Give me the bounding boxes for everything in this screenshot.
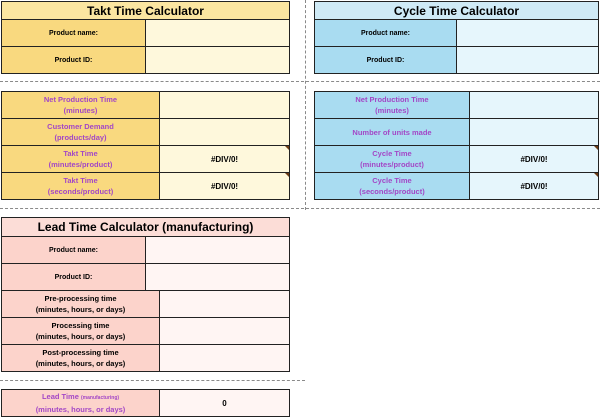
lead-product-id-label: Product ID: xyxy=(2,264,146,291)
takt-time-minutes-label: Takt Time (minutes/product) xyxy=(2,146,160,173)
cycle-time-seconds-value: #DIV/0! xyxy=(470,173,599,200)
cycle-time-minutes-value: #DIV/0! xyxy=(470,146,599,173)
lead-time-value: 0 xyxy=(160,390,290,417)
lead-panel xyxy=(1,217,290,371)
lead-time-label: Lead Time (manufacturing) (minutes, hours, or days) xyxy=(2,390,160,417)
cycle-title: Cycle Time Calculator xyxy=(315,2,599,20)
takt-product-id-input[interactable] xyxy=(146,47,290,74)
cycle-time-seconds-label: Cycle Time (seconds/product) xyxy=(315,173,470,200)
takt-calc-panel xyxy=(1,91,290,199)
lead-pre-processing-input[interactable] xyxy=(160,291,290,318)
cycle-product-name-input[interactable] xyxy=(457,20,599,47)
lead-processing-input[interactable] xyxy=(160,318,290,345)
takt-product-id-label: Product ID: xyxy=(2,47,146,74)
lead-post-processing-label: Post-processing time (minutes, hours, or days) xyxy=(2,345,160,372)
cycle-product-id-input[interactable] xyxy=(457,47,599,74)
takt-time-seconds-label: Takt Time (seconds/product) xyxy=(2,173,160,200)
cycle-product-name-label: Product name: xyxy=(315,20,457,47)
lead-title: Lead Time Calculator (manufacturing) xyxy=(2,218,290,237)
cycle-net-production-label: Net Production Time (minutes) xyxy=(315,92,470,119)
lead-result-panel xyxy=(1,389,290,416)
lead-pre-processing-label: Pre-processing time (minutes, hours, or days) xyxy=(2,291,160,318)
separator-vertical-top xyxy=(305,0,306,210)
takt-customer-demand-input[interactable] xyxy=(160,119,290,146)
takt-header-panel xyxy=(1,1,290,73)
takt-time-minutes-value: #DIV/0! xyxy=(160,146,290,173)
takt-product-name-input[interactable] xyxy=(146,20,290,47)
lead-product-name-label: Product name: xyxy=(2,237,146,264)
lead-product-name-input[interactable] xyxy=(146,237,290,264)
cycle-product-id-label: Product ID: xyxy=(315,47,457,74)
cycle-units-made-input[interactable] xyxy=(470,119,599,146)
cycle-units-made-label: Number of units made xyxy=(315,119,470,146)
cycle-time-minutes-label: Cycle Time (minutes/product) xyxy=(315,146,470,173)
takt-title: Takt Time Calculator xyxy=(2,2,290,20)
separator-horizontal-3 xyxy=(0,380,305,381)
separator-horizontal-2 xyxy=(0,208,600,209)
cycle-header-panel xyxy=(314,1,599,73)
lead-post-processing-input[interactable] xyxy=(160,345,290,372)
lead-processing-label: Processing time (minutes, hours, or days) xyxy=(2,318,160,345)
cycle-net-production-input[interactable] xyxy=(470,92,599,119)
lead-product-id-input[interactable] xyxy=(146,264,290,291)
takt-product-name-label: Product name: xyxy=(2,20,146,47)
separator-horizontal-1 xyxy=(0,81,600,82)
cycle-calc-panel xyxy=(314,91,599,199)
takt-customer-demand-label: Customer Demand (products/day) xyxy=(2,119,160,146)
takt-net-production-label: Net Production Time (minutes) xyxy=(2,92,160,119)
takt-net-production-input[interactable] xyxy=(160,92,290,119)
takt-time-seconds-value: #DIV/0! xyxy=(160,173,290,200)
